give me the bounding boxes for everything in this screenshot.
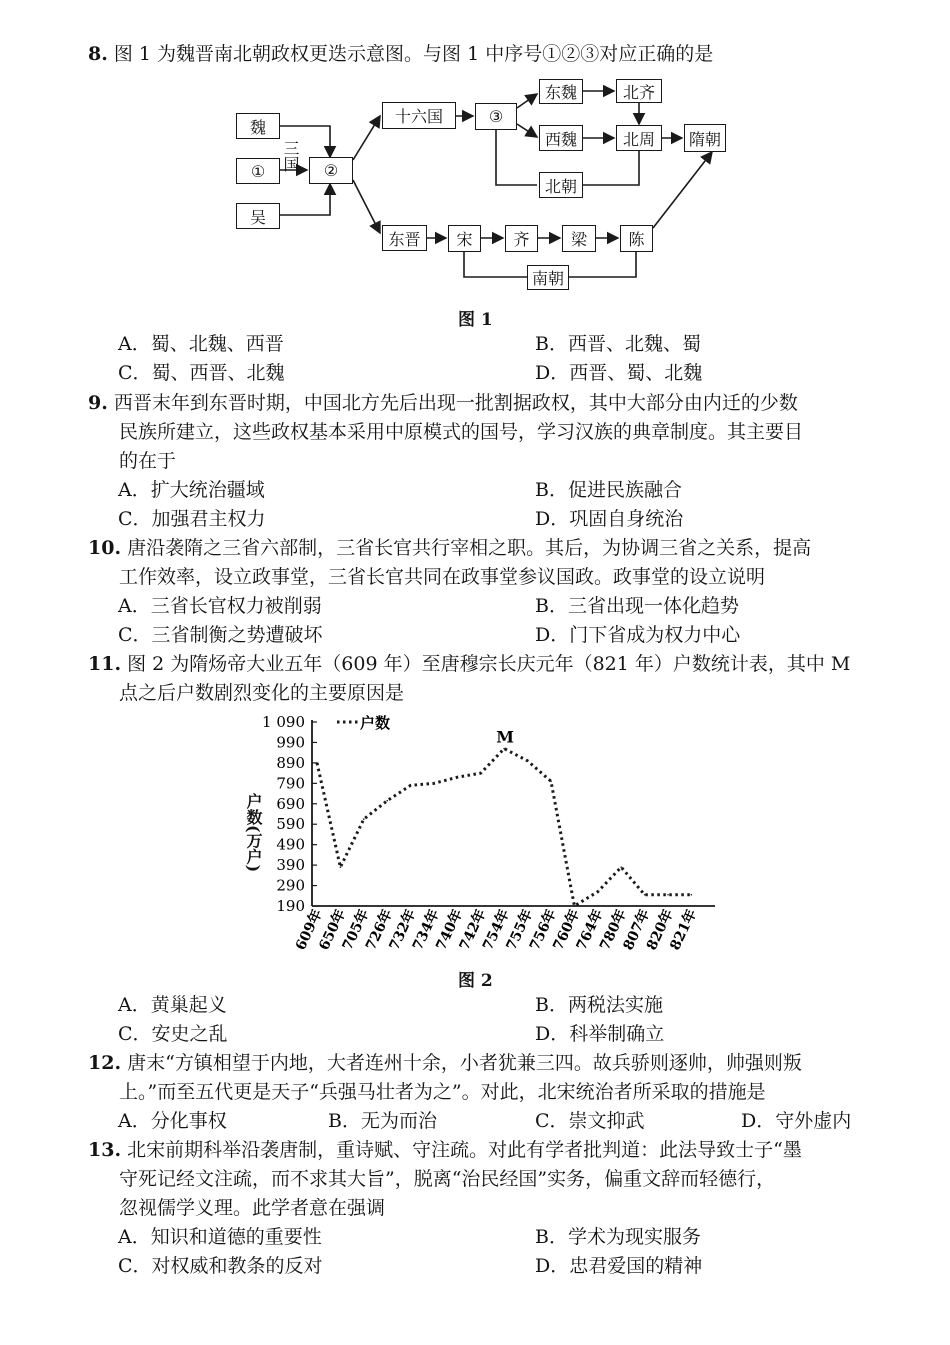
data-point	[480, 772, 482, 774]
y-tick-label: 690	[276, 794, 305, 813]
x-tick-label: 760年	[550, 906, 584, 953]
y-axis-label: 户数(万户)	[244, 793, 263, 873]
node-3: ③	[475, 103, 517, 130]
option-10-a[interactable]: A．三省长官权力被削弱	[118, 595, 322, 617]
question-text: 图 1 为魏晋南北朝政权更迭示意图。与图 1 中序号①②③对应正确的是	[113, 43, 714, 65]
question-13	[88, 1136, 888, 1223]
option-11-b[interactable]: B．两税法实施	[535, 994, 663, 1016]
data-point	[644, 894, 646, 896]
node-song: 宋	[448, 225, 481, 252]
option-11-a[interactable]: A．黄巢起义	[118, 994, 227, 1016]
option-10-b[interactable]: B．三省出现一体化趋势	[535, 595, 739, 617]
node-xiwei: 西魏	[539, 125, 583, 151]
data-point	[457, 776, 459, 778]
x-tick-label: 726年	[363, 906, 396, 953]
question-11	[88, 650, 888, 708]
node-liang: 梁	[562, 225, 596, 252]
question-11-line-1	[88, 650, 888, 679]
option-11-c[interactable]: C．安史之乱	[118, 1023, 228, 1045]
question-text: 图 2 为隋炀帝大业五年（609 年）至唐穆宗长庆元年（821 年）户数统计表，其中 M	[127, 653, 851, 675]
y-tick-label: 890	[276, 753, 305, 772]
question-13-line-2: 守死记经文注疏，而不求其大旨”，脱离“治民经国”实务，偏重文辞而轻德行，	[119, 1168, 776, 1190]
question-text: 唐沿袭隋之三省六部制，三省长官共行宰相之职。其后，为协调三省之关系，提高	[127, 537, 812, 559]
data-point	[433, 783, 435, 785]
question-12-line-1	[88, 1049, 888, 1078]
y-tick-label: 490	[276, 835, 305, 854]
option-11-d[interactable]: D．科举制确立	[535, 1023, 665, 1045]
node-shiliuguo: 十六国	[382, 102, 456, 129]
node-wei: 魏	[236, 113, 280, 139]
question-number: 10.	[88, 537, 122, 559]
data-point	[503, 748, 505, 750]
data-point	[340, 866, 342, 868]
option-13-b[interactable]: B．学术为现实服务	[535, 1226, 701, 1248]
legend-label: 户数	[360, 714, 391, 732]
x-tick-label: 740年	[433, 906, 467, 953]
question-number: 9.	[88, 392, 108, 414]
question-13-line-1	[88, 1136, 888, 1165]
data-point	[691, 894, 693, 896]
x-tick-label: 755年	[503, 906, 537, 953]
option-8-d[interactable]: D．西晋、蜀、北魏	[535, 362, 703, 384]
x-tick-label: 756年	[526, 906, 560, 953]
question-number: 12.	[88, 1052, 122, 1074]
question-text: 西晋末年到东晋时期，中国北方先后出现一批割据政权，其中大部分由内迁的少数	[113, 392, 798, 414]
node-chen: 陈	[620, 225, 653, 252]
y-tick-label: 1 090	[262, 713, 305, 731]
y-tick-label: 190	[276, 897, 305, 915]
option-10-c[interactable]: C．三省制衡之势遭破坏	[118, 624, 323, 646]
option-9-a[interactable]: A．扩大统治疆域	[118, 479, 265, 501]
x-tick-label: 754年	[480, 906, 513, 953]
x-tick-label: 734年	[409, 906, 443, 953]
x-tick-label: 820年	[643, 906, 677, 953]
option-9-d[interactable]: D．巩固自身统治	[535, 508, 684, 530]
option-12-b[interactable]: B．无为而治	[328, 1110, 437, 1132]
question-13-line-3: 忽视儒学义理。此学者意在强调	[119, 1197, 386, 1219]
node-1: ①	[236, 158, 280, 184]
question-number: 11.	[88, 653, 122, 675]
annotation-m: M	[496, 727, 514, 747]
question-text: 唐末“方镇相望于内地，大者连州十余，小者犹兼三四。故兵骄则逐帅，帅强则叛	[127, 1052, 802, 1074]
question-10	[88, 534, 888, 592]
data-point	[550, 780, 552, 782]
node-suichao: 隋朝	[684, 124, 726, 152]
x-tick-label: 742年	[456, 906, 490, 953]
x-tick-label: 780年	[597, 906, 630, 953]
question-9	[88, 389, 888, 476]
node-wu: 吴	[236, 203, 280, 229]
node-qi: 齐	[505, 225, 538, 252]
x-tick-label: 807年	[620, 906, 654, 953]
question-12	[88, 1049, 888, 1107]
question-10-line-1	[88, 534, 888, 563]
option-13-d[interactable]: D．忠君爱国的精神	[535, 1255, 703, 1277]
question-9-line-1	[88, 389, 888, 418]
option-9-b[interactable]: B．促进民族融合	[535, 479, 682, 501]
data-point	[574, 905, 576, 907]
label-sanguo: 三国	[281, 140, 300, 172]
option-12-c[interactable]: C．崇文抑武	[535, 1110, 645, 1132]
question-number: 8.	[88, 43, 108, 65]
data-point	[410, 785, 412, 787]
option-13-a[interactable]: A．知识和道德的重要性	[118, 1226, 322, 1248]
data-point	[363, 818, 365, 820]
x-tick-label: 821年	[667, 906, 701, 953]
data-point	[316, 762, 318, 764]
y-tick-label: 390	[276, 856, 305, 875]
question-11-line-2: 点之后户数剧烈变化的主要原因是	[119, 682, 405, 704]
node-dongjin: 东晋	[382, 225, 427, 251]
x-tick-label: 609年	[292, 906, 326, 953]
y-tick-label: 590	[276, 815, 305, 834]
question-10-line-2: 工作效率，设立政事堂，三省长官共同在政事堂参议国政。政事堂的设立说明	[119, 566, 766, 588]
figure-1-caption: 图 1	[458, 310, 493, 330]
figure-1-connectors	[0, 0, 950, 320]
data-point	[386, 800, 388, 802]
x-tick-label: 732年	[386, 906, 420, 953]
option-12-a[interactable]: A．分化事权	[118, 1110, 227, 1132]
y-tick-label: 790	[276, 774, 305, 793]
node-beiqi: 北齐	[616, 79, 662, 103]
y-tick-label: 290	[276, 876, 305, 895]
node-2: ②	[309, 157, 353, 184]
figure-2-caption: 图 2	[458, 971, 493, 991]
node-beichao: 北朝	[539, 172, 583, 198]
chart-legend	[337, 714, 390, 732]
y-tick-label: 990	[276, 733, 305, 752]
figure-2-chart	[0, 710, 950, 970]
question-12-line-2: 上。”而至五代更是天子“兵强马壮者为之”。对此，北宋统治者所采取的措施是	[119, 1081, 766, 1103]
x-tick-label: 764年	[573, 906, 607, 953]
data-point	[620, 866, 622, 868]
data-point	[527, 760, 529, 762]
option-8-b[interactable]: B．西晋、北魏、蜀	[535, 333, 701, 355]
option-8-a[interactable]: A．蜀、北魏、西晋	[118, 333, 284, 355]
series-line-hushu	[317, 749, 691, 906]
node-dongwei: 东魏	[539, 79, 583, 104]
option-13-c[interactable]: C．对权威和教条的反对	[118, 1255, 323, 1277]
question-number: 13.	[88, 1139, 122, 1161]
node-nanchao: 南朝	[527, 265, 569, 290]
data-point	[597, 891, 599, 893]
data-point	[667, 894, 669, 896]
question-9-line-2: 民族所建立，这些政权基本采用中原模式的国号，学习汉族的典章制度。其主要目	[119, 421, 804, 443]
x-tick-label: 705年	[339, 906, 373, 953]
option-9-c[interactable]: C．加强君主权力	[118, 508, 266, 530]
option-8-c[interactable]: C．蜀、西晋、北魏	[118, 362, 285, 384]
option-10-d[interactable]: D．门下省成为权力中心	[535, 624, 741, 646]
node-beizhou: 北周	[616, 125, 662, 151]
question-9-line-3: 的在于	[119, 450, 177, 472]
x-tick-label: 650年	[316, 906, 350, 953]
question-text: 北宋前期科举沿袭唐制，重诗赋、守注疏。对此有学者批判道：此法导致士子“墨	[127, 1139, 802, 1161]
option-12-d[interactable]: D．守外虚内	[741, 1110, 852, 1132]
